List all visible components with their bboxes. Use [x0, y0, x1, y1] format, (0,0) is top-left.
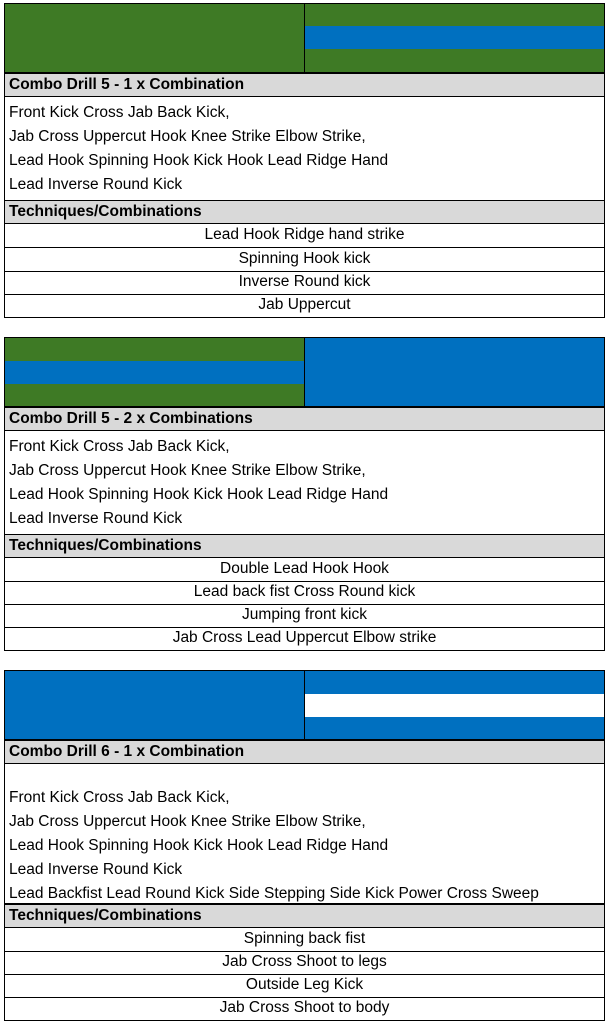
- belt-green-blue-stripe: [305, 4, 605, 72]
- description-line: Front Kick Cross Jab Back Kick,: [9, 104, 230, 121]
- drill-description: [4, 431, 605, 535]
- description-line: Front Kick Cross Jab Back Kick,: [9, 789, 230, 806]
- technique-row: Jab Uppercut: [4, 294, 605, 318]
- description-line: Jab Cross Uppercut Hook Knee Strike Elbow Strike,: [9, 813, 366, 830]
- technique-row: Inverse Round kick: [4, 271, 605, 295]
- drill-card-3: [4, 670, 605, 1022]
- description-line: Lead Hook Spinning Hook Kick Hook Lead Ridge Hand: [9, 837, 389, 854]
- technique-row: Jumping front kick: [4, 604, 605, 628]
- belt-banner-1: [4, 3, 605, 73]
- description-line: Lead Hook Spinning Hook Kick Hook Lead Ridge Hand: [9, 486, 389, 503]
- technique-row: Double Lead Hook Hook: [4, 558, 605, 582]
- drill-title: Combo Drill 6 - 1 x Combination: [4, 740, 605, 764]
- belt-blue-white-stripe: [305, 671, 605, 739]
- drill-title: Combo Drill 5 - 1 x Combination: [4, 73, 605, 97]
- description-line: Jab Cross Uppercut Hook Knee Strike Elbow Strike,: [9, 128, 366, 145]
- belt-banner-2: [4, 337, 605, 407]
- belt-solid-blue: [5, 671, 305, 739]
- description-line: Lead Hook Spinning Hook Kick Hook Lead Ridge Hand: [9, 152, 389, 169]
- techniques-header: Techniques/Combinations: [4, 200, 605, 224]
- technique-row: Spinning Hook kick: [4, 248, 605, 272]
- belt-solid-green: [5, 4, 305, 72]
- belt-green-blue-stripe: [5, 338, 305, 406]
- description-line: Lead Inverse Round Kick: [9, 176, 183, 193]
- technique-row: Jab Cross Shoot to legs: [4, 951, 605, 975]
- description-line: Front Kick Cross Jab Back Kick,: [9, 438, 230, 455]
- technique-row: Lead Hook Ridge hand strike: [4, 224, 605, 248]
- drill-title: Combo Drill 5 - 2 x Combinations: [4, 407, 605, 431]
- belt-solid-blue: [305, 338, 605, 406]
- description-line: Lead Backfist Lead Round Kick Side Stepping Side Kick Power Cross Sweep: [9, 885, 539, 902]
- belt-banner-3: [4, 670, 605, 740]
- blue-stripe: [305, 26, 605, 49]
- drill-card-2: [4, 337, 605, 650]
- white-stripe: [305, 694, 605, 717]
- techniques-header: Techniques/Combinations: [4, 904, 605, 928]
- technique-row: Jab Cross Shoot to body: [4, 997, 605, 1021]
- drill-card-1: [4, 3, 605, 316]
- technique-row: Spinning back fist: [4, 928, 605, 952]
- blue-stripe: [5, 361, 304, 384]
- technique-row: Jab Cross Lead Uppercut Elbow strike: [4, 627, 605, 651]
- drill-description: [4, 97, 605, 202]
- technique-row: Lead back fist Cross Round kick: [4, 581, 605, 605]
- description-line: Jab Cross Uppercut Hook Knee Strike Elbow Strike,: [9, 462, 366, 479]
- technique-row: Outside Leg Kick: [4, 974, 605, 998]
- techniques-header: Techniques/Combinations: [4, 534, 605, 558]
- description-line: Lead Inverse Round Kick: [9, 510, 183, 527]
- drill-description: [4, 764, 605, 904]
- description-line: Lead Inverse Round Kick: [9, 861, 183, 878]
